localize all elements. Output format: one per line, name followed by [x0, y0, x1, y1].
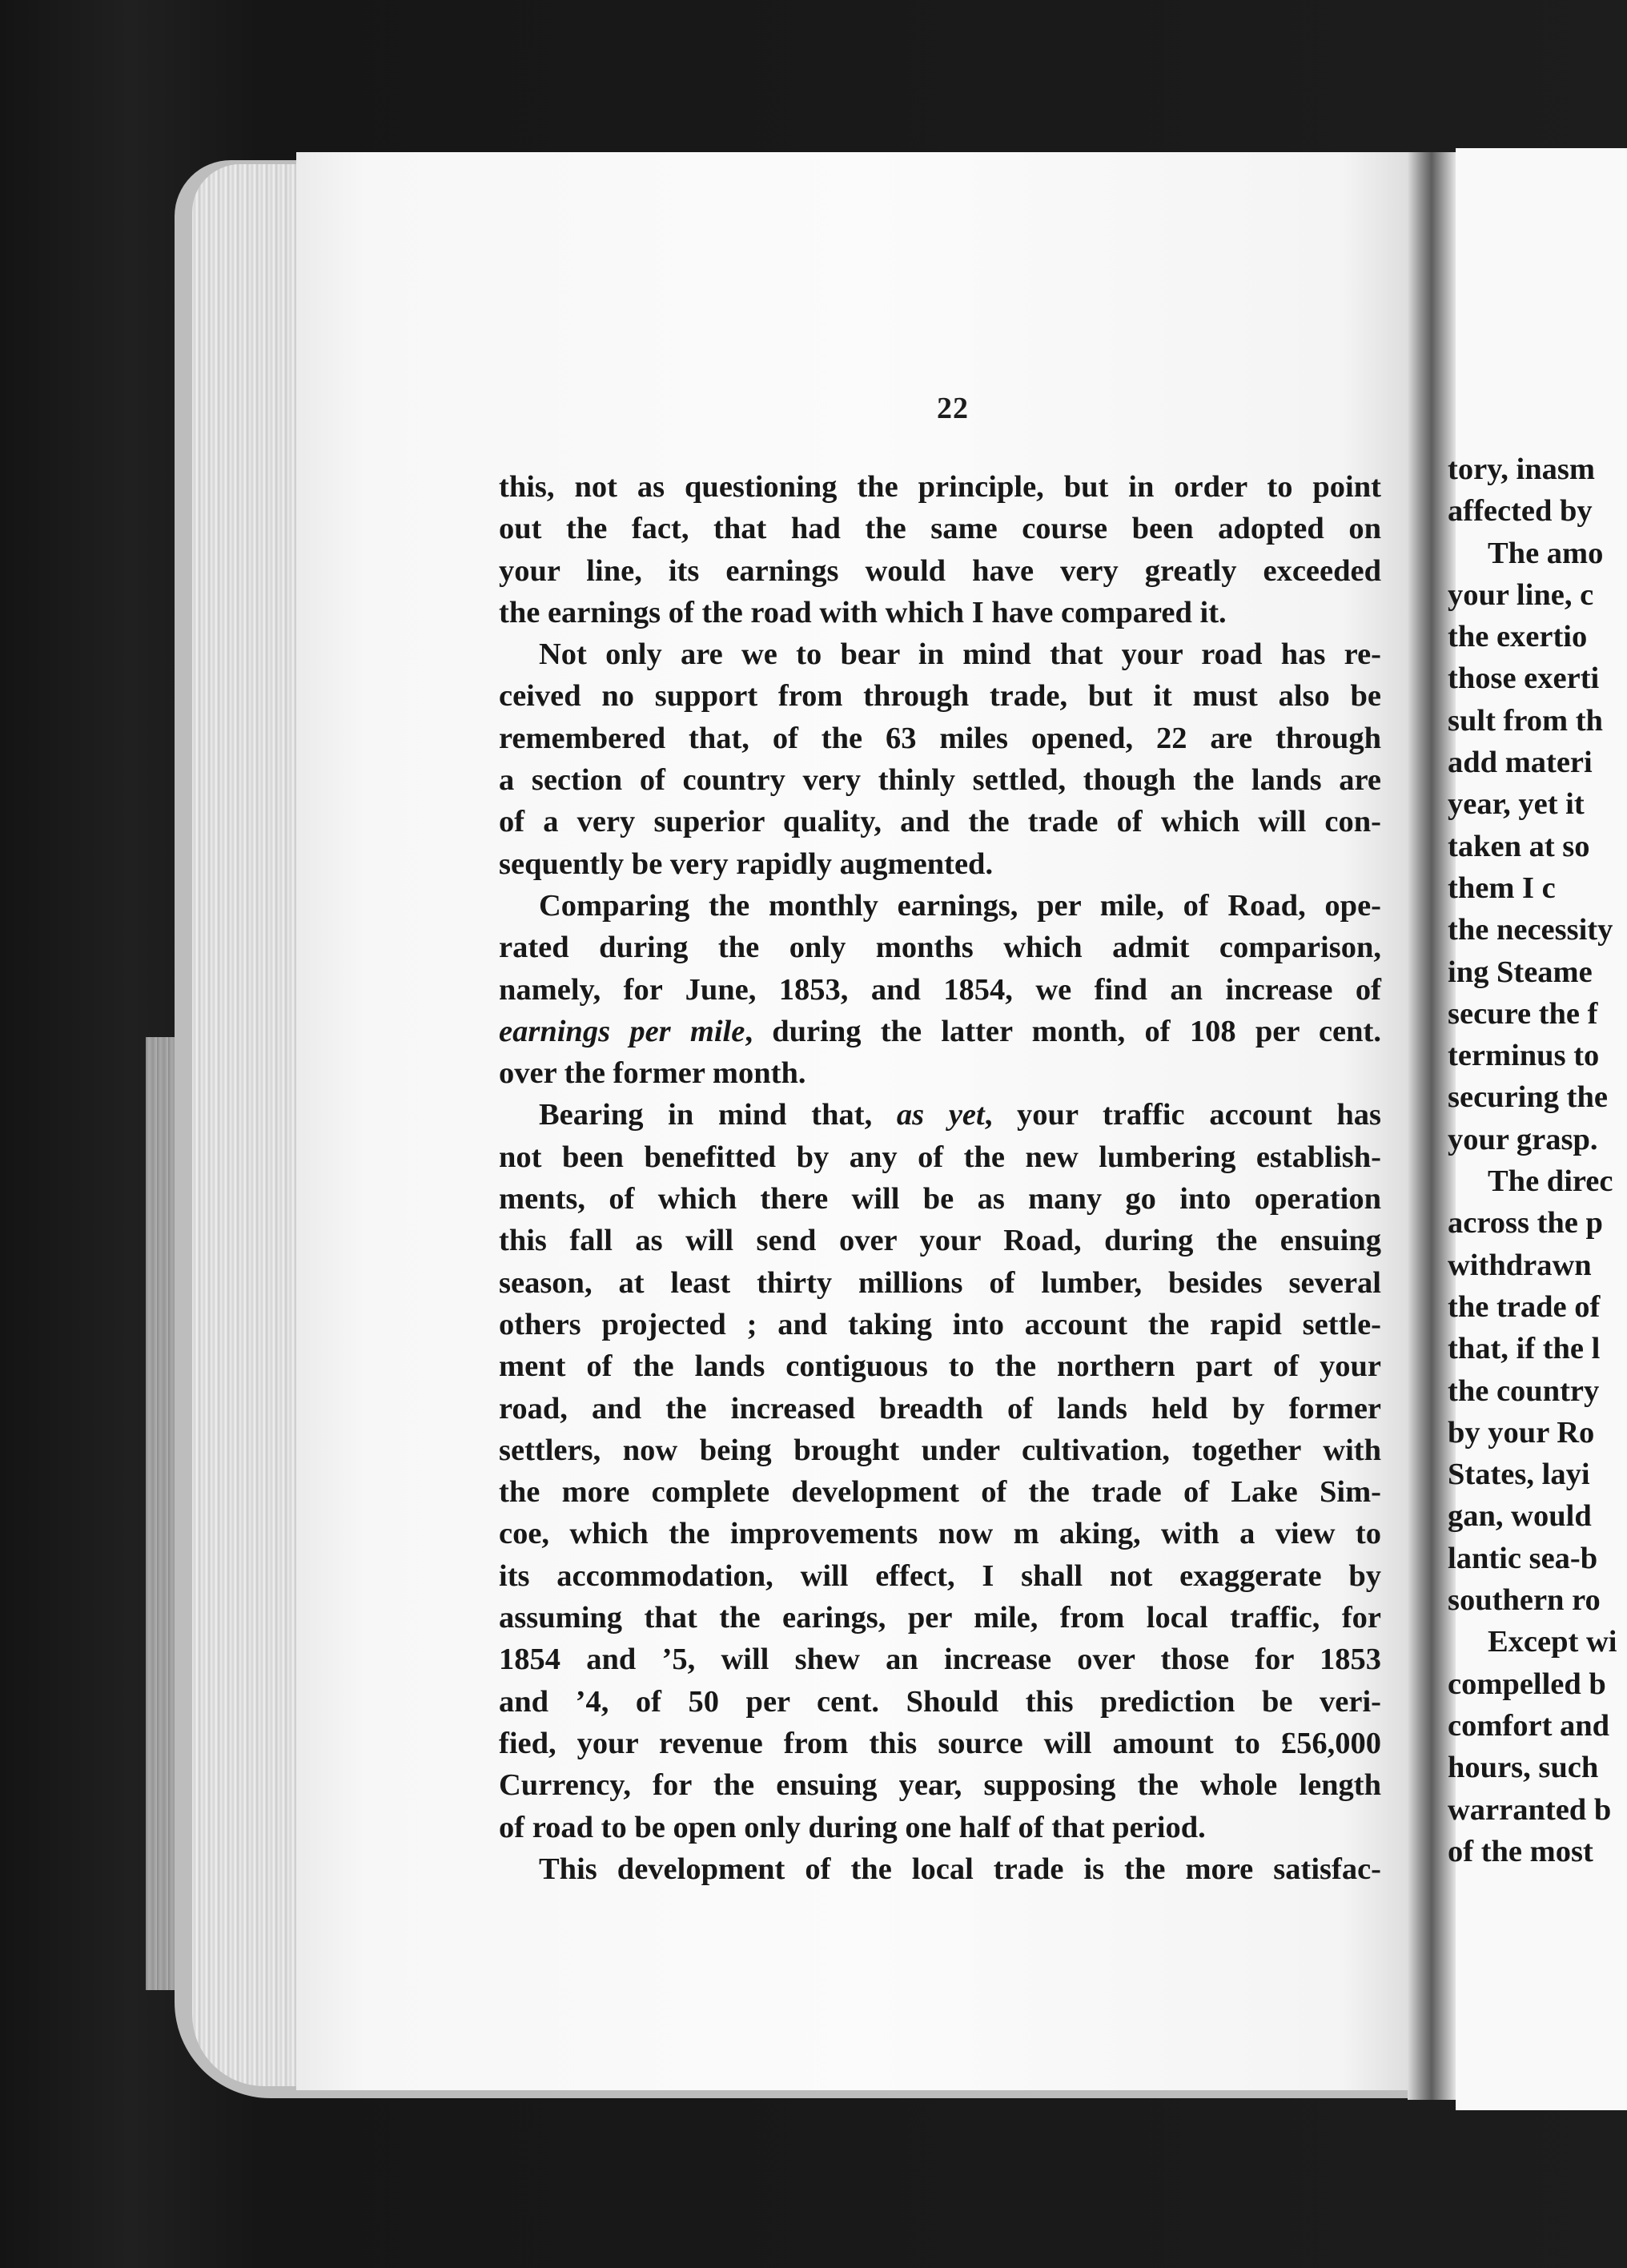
text-line: the trade of	[1448, 1289, 1601, 1324]
text-line: sult from th	[1448, 703, 1603, 738]
text-fragment: , your traffic account has	[984, 1098, 1382, 1132]
text-line: Currency, for the ensuing year, supposing the whole length	[499, 1768, 1381, 1803]
text-line	[499, 1011, 1381, 1052]
text-line: ment of the lands contiguous to the northern part of your	[499, 1349, 1381, 1384]
text-line: the more complete development of the trade of Lake Sim-	[499, 1475, 1381, 1510]
text-line: fied, your revenue from this source will amount to £56,000	[499, 1726, 1381, 1760]
text-line: the exertio	[1448, 620, 1588, 654]
text-line: securing the	[1448, 1080, 1608, 1115]
text-line: rated during the only months which admit comparison,	[499, 931, 1381, 965]
text-line: out the fact, that had the same course been adopted on	[499, 512, 1381, 546]
page-number: 22	[937, 392, 969, 425]
text-line: settlers, now being brought under cultivation, together with	[499, 1433, 1381, 1467]
text-line: warranted b	[1448, 1792, 1612, 1827]
text-line: and ’4, of 50 per cent. Should this prediction be veri-	[499, 1684, 1381, 1719]
text-line: this, not as questioning the principle, but in order to point	[499, 470, 1381, 504]
text-line: lantic sea-b	[1448, 1541, 1598, 1575]
text-fragment: , during the latter month, of 108 per cent.	[745, 1014, 1382, 1048]
text-line: Comparing the monthly earnings, per mile, of Road, ope-	[539, 888, 1381, 923]
text-line: of the most	[1448, 1834, 1593, 1868]
text-line: your grasp.	[1448, 1122, 1598, 1156]
text-line: remembered that, of the 63 miles opened, 22 are through	[499, 721, 1381, 755]
text-line: This development of the local trade is the more satisfac-	[539, 1852, 1381, 1886]
text-line: hours, such	[1448, 1751, 1599, 1785]
italic-phrase: earnings per mile	[499, 1014, 745, 1048]
text-line: across the p	[1448, 1206, 1603, 1241]
text-line: ments, of which there will be as many go into operation	[499, 1182, 1381, 1216]
text-line: its accommodation, will effect, I shall not exaggerate by	[499, 1558, 1381, 1593]
text-line: taken at so	[1448, 829, 1590, 863]
text-line: affected by	[1448, 494, 1593, 529]
right-page-text	[1448, 448, 1627, 1872]
text-line: of a very superior quality, and the trade of which will con-	[499, 805, 1381, 839]
text-line: add materi	[1448, 746, 1593, 780]
text-line: season, at least thirty millions of lumber, besides several	[499, 1265, 1381, 1300]
text-line: those exerti	[1448, 662, 1600, 696]
text-line: coe, which the improvements now m aking, with a view to	[499, 1517, 1381, 1551]
text-line: tory, inasm	[1448, 452, 1595, 486]
text-line: States, layi	[1448, 1458, 1590, 1492]
text-line: compelled b	[1448, 1667, 1606, 1701]
text-line: terminus to	[1448, 1039, 1600, 1073]
text-line: The direc	[1488, 1164, 1613, 1199]
text-line: not been benefitted by any of the new lumbering establish-	[499, 1140, 1381, 1174]
text-line: over the former month.	[499, 1056, 806, 1091]
text-fragment: Bearing in mind that,	[539, 1098, 897, 1132]
text-line: a section of country very thinly settled, though the lands are	[499, 763, 1381, 798]
text-line: southern ro	[1448, 1583, 1601, 1618]
text-line: the necessity	[1448, 913, 1613, 947]
text-line: by your Ro	[1448, 1415, 1595, 1450]
text-line: the country	[1448, 1373, 1600, 1408]
text-line: namely, for June, 1853, and 1854, we find an increase of	[499, 972, 1381, 1007]
text-line: the earnings of the road with which I have compared it.	[499, 595, 1227, 629]
text-line	[499, 1094, 1381, 1136]
page-edges	[192, 164, 312, 2086]
text-line: year, yet it	[1448, 787, 1585, 822]
text-line: gan, would	[1448, 1499, 1592, 1534]
text-line: them I c	[1448, 871, 1556, 905]
text-line: ceived no support from through trade, but it must also be	[499, 679, 1381, 714]
text-line: withdrawn	[1448, 1248, 1592, 1282]
left-page-text	[499, 466, 1381, 1890]
text-line: others projected ; and taking into account the rapid settle-	[499, 1307, 1381, 1341]
text-line: your line, its earnings would have very greatly exceeded	[499, 553, 1381, 588]
text-line: ing Steame	[1448, 955, 1593, 989]
text-line: comfort and	[1448, 1708, 1610, 1743]
text-line: your line, c	[1448, 577, 1594, 612]
text-line: secure the f	[1448, 996, 1598, 1031]
text-line: that, if the l	[1448, 1332, 1601, 1366]
text-line: The amo	[1488, 536, 1604, 570]
text-line: 1854 and ’5, will shew an increase over those for 1853	[499, 1643, 1381, 1677]
italic-phrase: as yet	[896, 1098, 985, 1132]
text-line: this fall as will send over your Road, during the ensuing	[499, 1224, 1381, 1258]
text-line: Not only are we to bear in mind that your road has re-	[539, 637, 1381, 672]
text-line: Except wi	[1488, 1625, 1617, 1659]
text-line: of road to be open only during one half of that period.	[499, 1810, 1206, 1844]
text-line: assuming that the earings, per mile, from local traffic, for	[499, 1601, 1381, 1635]
text-line: sequently be very rapidly augmented.	[499, 846, 994, 881]
text-line: road, and the increased breadth of lands held by former	[499, 1391, 1381, 1426]
